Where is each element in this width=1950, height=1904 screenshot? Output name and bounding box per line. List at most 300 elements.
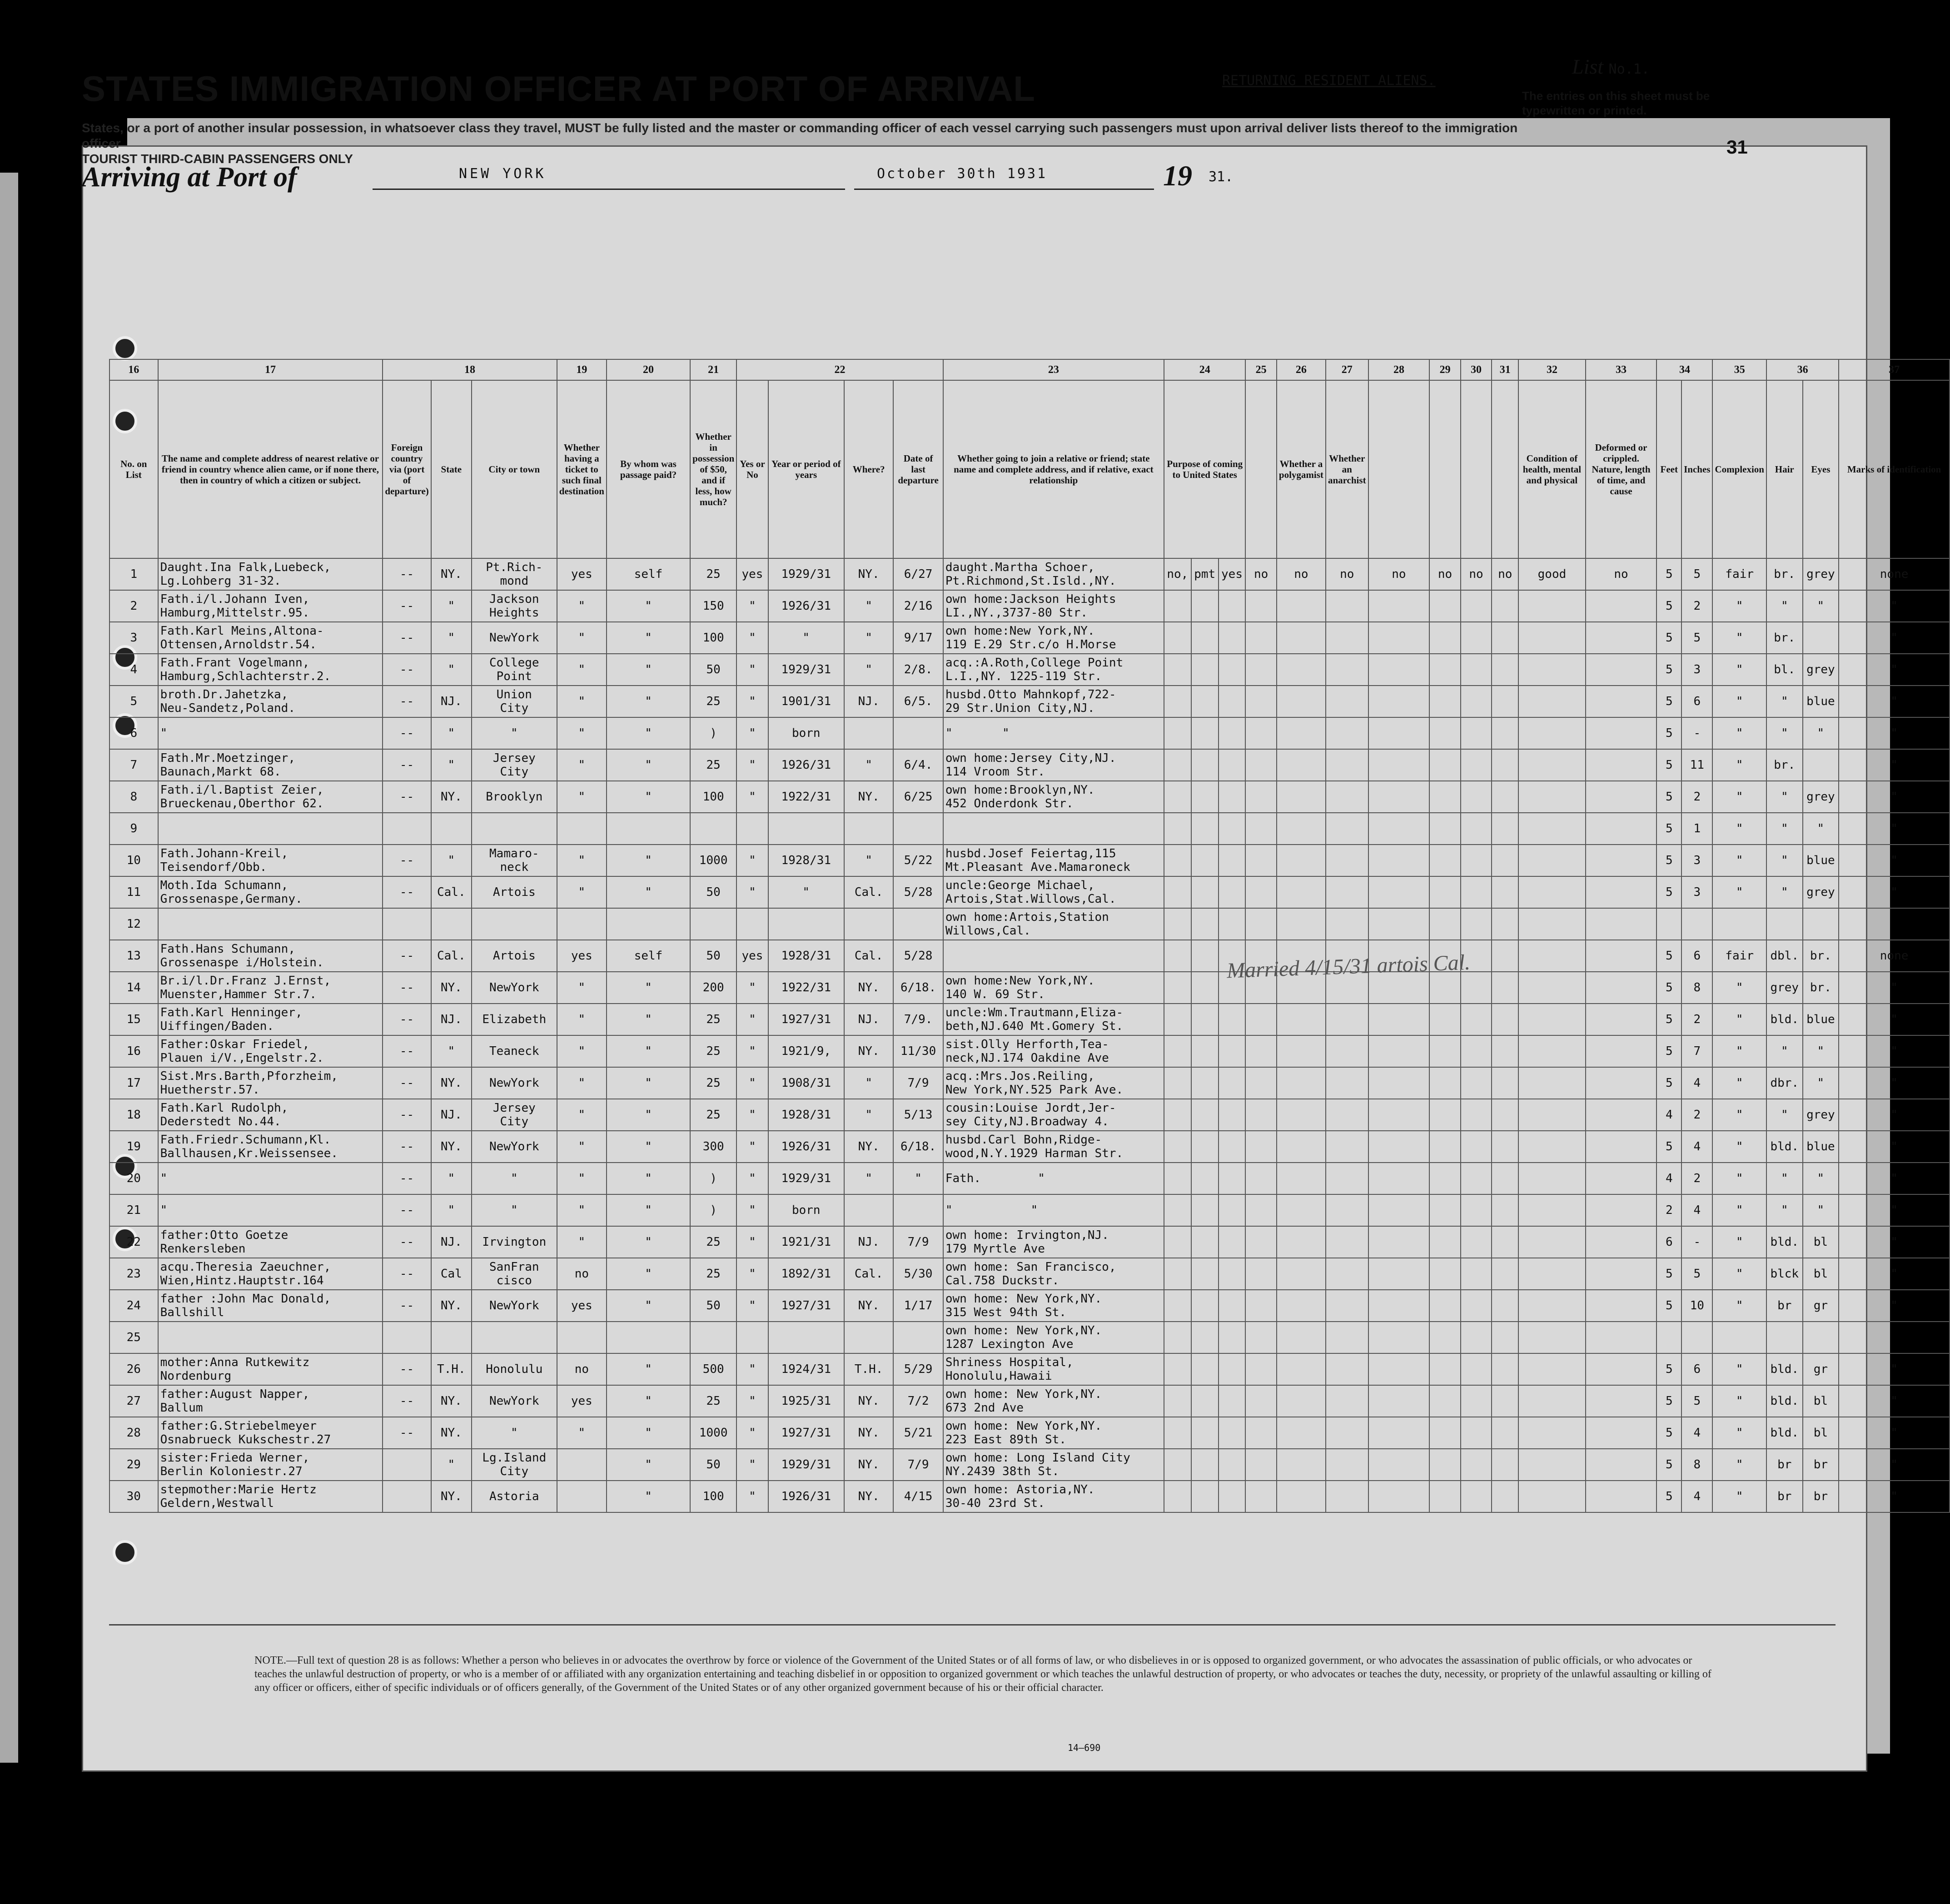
cell-rel bbox=[158, 940, 383, 972]
cell-in: 6 bbox=[1681, 1353, 1712, 1385]
cell-rel bbox=[158, 813, 383, 845]
header-joining: Whether going to join a relative or friend; state name and complete address, and if relative, exact relationship bbox=[943, 380, 1164, 558]
cell-city: Jersey City bbox=[472, 1099, 557, 1131]
cell-c24b bbox=[1191, 749, 1219, 781]
header-eyes: Eyes bbox=[1803, 380, 1839, 558]
cell-c27 bbox=[1326, 590, 1368, 622]
cell-c24b bbox=[1191, 1226, 1219, 1258]
cell-c24b bbox=[1191, 1417, 1219, 1449]
cell-no: 19 bbox=[109, 1131, 158, 1163]
cell-c25 bbox=[1245, 717, 1276, 749]
cell-dep: 7/9. bbox=[893, 1004, 943, 1035]
cell-marks: " bbox=[1839, 1258, 1950, 1290]
cell-c27 bbox=[1326, 717, 1368, 749]
cell-yn: " bbox=[736, 654, 768, 686]
cell-c29 bbox=[1429, 1290, 1460, 1322]
cell-health bbox=[1518, 972, 1585, 1004]
cell-hair: " bbox=[1766, 813, 1803, 845]
col-num: 29 bbox=[1429, 359, 1460, 380]
cell-city: " bbox=[472, 1417, 557, 1449]
cell-c24c bbox=[1219, 686, 1246, 717]
cell-ticket: " bbox=[557, 686, 607, 717]
header-deformed: Deformed or crippled. Nature, length of time, and cause bbox=[1586, 380, 1657, 558]
header-state: State bbox=[431, 380, 472, 558]
cell-yr bbox=[768, 1322, 844, 1353]
cell-c29 bbox=[1429, 972, 1460, 1004]
cell-join: husbd.Carl Bohn,Ridge- wood,N.Y.1929 Harman Str. bbox=[943, 1131, 1164, 1163]
cell-in: 10 bbox=[1681, 1290, 1712, 1322]
table-row bbox=[109, 876, 1950, 908]
cell-cmp: " bbox=[1712, 1481, 1766, 1512]
col-num: 19 bbox=[557, 359, 607, 380]
col-num: 22 bbox=[736, 359, 943, 380]
cell-c29 bbox=[1429, 813, 1460, 845]
cell-c24c bbox=[1219, 845, 1246, 876]
header-anarchist: Whether an anarchist bbox=[1326, 380, 1368, 558]
cell-amt: 25 bbox=[690, 1226, 736, 1258]
cell-c25 bbox=[1245, 813, 1276, 845]
cell-c29: no bbox=[1429, 558, 1460, 590]
cell-no: 13 bbox=[109, 940, 158, 972]
cell-yn: yes bbox=[736, 558, 768, 590]
cell-c30 bbox=[1461, 1481, 1492, 1512]
cell-state: " bbox=[431, 717, 472, 749]
cell-fc: -- bbox=[383, 1067, 431, 1099]
relative-line-2: Ottensen,Arnoldstr.54. bbox=[160, 638, 317, 651]
cell-where: NJ. bbox=[844, 1004, 893, 1035]
relative-line-1: stepmother:Marie Hertz bbox=[160, 1483, 317, 1496]
cell-ft: 4 bbox=[1657, 1163, 1681, 1194]
cell-no: 6 bbox=[109, 717, 158, 749]
col-num: 31 bbox=[1492, 359, 1518, 380]
cell-hair: " bbox=[1766, 590, 1803, 622]
cell-health bbox=[1518, 1449, 1585, 1481]
cell-cmp: " bbox=[1712, 1449, 1766, 1481]
cell-amt: 25 bbox=[690, 1385, 736, 1417]
cell-deformed bbox=[1586, 1353, 1657, 1385]
cell-c28 bbox=[1368, 590, 1430, 622]
cell-c25 bbox=[1245, 654, 1276, 686]
cell-c31 bbox=[1492, 654, 1518, 686]
cell-join: own home: Astoria,NY. 30-40 23rd St. bbox=[943, 1481, 1164, 1512]
cell-c24 bbox=[1164, 1290, 1191, 1322]
cell-deformed bbox=[1586, 717, 1657, 749]
cell-paid: " bbox=[607, 1449, 690, 1481]
cell-yn: " bbox=[736, 1163, 768, 1194]
cell-c31 bbox=[1492, 1004, 1518, 1035]
cell-yr: 1922/31 bbox=[768, 781, 844, 813]
relative-line-2: Hamburg,Schlachterstr.2. bbox=[160, 670, 331, 683]
col-num: 30 bbox=[1461, 359, 1492, 380]
cell-eyes: bl bbox=[1803, 1385, 1839, 1417]
cell-cmp: " bbox=[1712, 972, 1766, 1004]
cell-fc bbox=[383, 1449, 431, 1481]
cell-c24b bbox=[1191, 1131, 1219, 1163]
cell-ft: 5 bbox=[1657, 686, 1681, 717]
cell-paid: " bbox=[607, 749, 690, 781]
cell-cmp: " bbox=[1712, 781, 1766, 813]
cell-paid: " bbox=[607, 781, 690, 813]
cell-no: 9 bbox=[109, 813, 158, 845]
cell-ft: 5 bbox=[1657, 813, 1681, 845]
cell-yr: 1901/31 bbox=[768, 686, 844, 717]
cell-hair: grey bbox=[1766, 972, 1803, 1004]
cell-where: NY. bbox=[844, 972, 893, 1004]
cell-c28 bbox=[1368, 1226, 1430, 1258]
cell-c27 bbox=[1326, 1163, 1368, 1194]
cell-health bbox=[1518, 1035, 1585, 1067]
cell-amt bbox=[690, 1322, 736, 1353]
cell-state: " bbox=[431, 590, 472, 622]
cell-where: " bbox=[844, 590, 893, 622]
cell-c25 bbox=[1245, 845, 1276, 876]
cell-c31 bbox=[1492, 1290, 1518, 1322]
relative-line-2: Muenster,Hammer Str.7. bbox=[160, 988, 317, 1001]
cell-c24b bbox=[1191, 1035, 1219, 1067]
cell-join: own home:Jackson Heights LI.,NY.,3737-80 Str. bbox=[943, 590, 1164, 622]
cell-c30: no bbox=[1461, 558, 1492, 590]
cell-cmp: " bbox=[1712, 749, 1766, 781]
cell-yn bbox=[736, 908, 768, 940]
cell-hair: dbl. bbox=[1766, 940, 1803, 972]
cell-c27 bbox=[1326, 1131, 1368, 1163]
header-hair: Hair bbox=[1766, 380, 1803, 558]
cell-dep: 6/27 bbox=[893, 558, 943, 590]
cell-in: 5 bbox=[1681, 622, 1712, 654]
cell-yn bbox=[736, 1322, 768, 1353]
cell-rel bbox=[158, 749, 383, 781]
table-row bbox=[109, 972, 1950, 1004]
cell-ticket: " bbox=[557, 972, 607, 1004]
cell-rel bbox=[158, 1067, 383, 1099]
cell-c25 bbox=[1245, 1004, 1276, 1035]
cell-hair: br. bbox=[1766, 558, 1803, 590]
cell-state: " bbox=[431, 1449, 472, 1481]
header-col-31 bbox=[1492, 380, 1518, 558]
cell-yr: 1892/31 bbox=[768, 1258, 844, 1290]
cell-health bbox=[1518, 749, 1585, 781]
cell-paid: " bbox=[607, 1035, 690, 1067]
cell-c27 bbox=[1326, 813, 1368, 845]
relative-line-2: Baunach,Markt 68. bbox=[160, 765, 281, 779]
relative-line-2: Teisendorf/Obb. bbox=[160, 860, 267, 874]
cell-c26 bbox=[1277, 590, 1326, 622]
cell-c24 bbox=[1164, 972, 1191, 1004]
cell-join: own home: New York,NY. 223 East 89th St. bbox=[943, 1417, 1164, 1449]
cell-yr: 1929/31 bbox=[768, 654, 844, 686]
cell-c28 bbox=[1368, 1385, 1430, 1417]
cell-in: 2 bbox=[1681, 1004, 1712, 1035]
header-col-30 bbox=[1461, 380, 1492, 558]
cell-marks bbox=[1839, 1322, 1950, 1353]
cell-marks: " bbox=[1839, 1067, 1950, 1099]
cell-rel bbox=[158, 972, 383, 1004]
cell-amt: 25 bbox=[690, 1099, 736, 1131]
cell-c24 bbox=[1164, 1385, 1191, 1417]
cell-c26: no bbox=[1277, 558, 1326, 590]
cell-hair: " bbox=[1766, 876, 1803, 908]
relative-line-1: acqu.Theresia Zaeuchner, bbox=[160, 1260, 331, 1274]
cell-in: 3 bbox=[1681, 654, 1712, 686]
cell-paid: " bbox=[607, 717, 690, 749]
table-row bbox=[109, 686, 1950, 717]
relative-line-1: Fath.Mr.Moetzinger, bbox=[160, 751, 295, 765]
cell-no: 26 bbox=[109, 1353, 158, 1385]
cell-cmp: " bbox=[1712, 717, 1766, 749]
cell-c31 bbox=[1492, 1067, 1518, 1099]
cell-c29 bbox=[1429, 1258, 1460, 1290]
cell-c25 bbox=[1245, 1385, 1276, 1417]
cell-c31 bbox=[1492, 590, 1518, 622]
cell-rel bbox=[158, 590, 383, 622]
cell-health bbox=[1518, 781, 1585, 813]
cell-c24c bbox=[1219, 1385, 1246, 1417]
cell-c24b bbox=[1191, 1258, 1219, 1290]
cell-c24 bbox=[1164, 1194, 1191, 1226]
date-value: October 30th 1931 bbox=[877, 166, 1048, 182]
cell-join: daught.Martha Schoer, Pt.Richmond,St.Isld.,NY. bbox=[943, 558, 1164, 590]
cell-cmp: " bbox=[1712, 1417, 1766, 1449]
cell-c25 bbox=[1245, 1290, 1276, 1322]
cell-c27 bbox=[1326, 1194, 1368, 1226]
cell-state: " bbox=[431, 749, 472, 781]
cell-state: " bbox=[431, 1194, 472, 1226]
cell-rel bbox=[158, 1481, 383, 1512]
relative-line-2: Ballshill bbox=[160, 1306, 224, 1319]
table-row bbox=[109, 1131, 1950, 1163]
cell-paid: " bbox=[607, 1131, 690, 1163]
cell-in: 3 bbox=[1681, 876, 1712, 908]
cell-c24b bbox=[1191, 1353, 1219, 1385]
cell-state: NJ. bbox=[431, 1004, 472, 1035]
cell-dep: 5/28 bbox=[893, 876, 943, 908]
cell-where: Cal. bbox=[844, 1258, 893, 1290]
cell-ft: 5 bbox=[1657, 1290, 1681, 1322]
relative-line-1: father:G.Striebelmeyer bbox=[160, 1419, 317, 1433]
cell-state: Cal. bbox=[431, 876, 472, 908]
cell-rel bbox=[158, 1417, 383, 1449]
cell-c26 bbox=[1277, 1290, 1326, 1322]
col-num: 35 bbox=[1712, 359, 1766, 380]
cell-c25 bbox=[1245, 1353, 1276, 1385]
cell-c31 bbox=[1492, 1226, 1518, 1258]
cell-rel bbox=[158, 1449, 383, 1481]
cell-in: 6 bbox=[1681, 686, 1712, 717]
cell-deformed bbox=[1586, 813, 1657, 845]
cell-health bbox=[1518, 1004, 1585, 1035]
cell-in: 2 bbox=[1681, 1099, 1712, 1131]
cell-no: 15 bbox=[109, 1004, 158, 1035]
cell-ticket: no bbox=[557, 1258, 607, 1290]
cell-c24 bbox=[1164, 1163, 1191, 1194]
col-num: 37 bbox=[1839, 359, 1950, 380]
header-feet: Feet bbox=[1657, 380, 1681, 558]
cell-city: Pt.Rich- mond bbox=[472, 558, 557, 590]
cell-amt: 100 bbox=[690, 781, 736, 813]
cell-where: " bbox=[844, 1163, 893, 1194]
cell-deformed bbox=[1586, 749, 1657, 781]
cell-ticket: " bbox=[557, 1099, 607, 1131]
relative-line-1: broth.Dr.Jahetzka, bbox=[160, 688, 289, 701]
cell-amt bbox=[690, 813, 736, 845]
cell-c24c bbox=[1219, 654, 1246, 686]
relative-line-1: " bbox=[160, 1203, 168, 1217]
page-number: 31 bbox=[1726, 136, 1748, 158]
cell-cmp: " bbox=[1712, 1290, 1766, 1322]
cell-c26 bbox=[1277, 845, 1326, 876]
cell-hair: bld. bbox=[1766, 1353, 1803, 1385]
cell-in: 6 bbox=[1681, 940, 1712, 972]
cell-c24 bbox=[1164, 1131, 1191, 1163]
cell-ft: 5 bbox=[1657, 717, 1681, 749]
cell-marks: none bbox=[1839, 940, 1950, 972]
cell-yr: 1925/31 bbox=[768, 1385, 844, 1417]
cell-rel bbox=[158, 1322, 383, 1353]
cell-c24 bbox=[1164, 1035, 1191, 1067]
cell-c26 bbox=[1277, 1131, 1326, 1163]
cell-deformed bbox=[1586, 908, 1657, 940]
cell-fc: -- bbox=[383, 1035, 431, 1067]
cell-dep: 5/30 bbox=[893, 1258, 943, 1290]
header-passage-paid: By whom was passage paid? bbox=[607, 380, 690, 558]
cell-c24 bbox=[1164, 1258, 1191, 1290]
cell-marks: " bbox=[1839, 781, 1950, 813]
col-num: 32 bbox=[1518, 359, 1585, 380]
col-num: 28 bbox=[1368, 359, 1430, 380]
cell-yn: " bbox=[736, 1067, 768, 1099]
cell-eyes: grey bbox=[1803, 654, 1839, 686]
cell-c25 bbox=[1245, 590, 1276, 622]
cell-ft: 5 bbox=[1657, 749, 1681, 781]
cell-ft: 5 bbox=[1657, 972, 1681, 1004]
cell-amt: 100 bbox=[690, 622, 736, 654]
table-row bbox=[109, 1099, 1950, 1131]
relative-line-2: Berlin Koloniestr.27 bbox=[160, 1465, 303, 1478]
cell-c27 bbox=[1326, 1449, 1368, 1481]
cell-eyes: " bbox=[1803, 1163, 1839, 1194]
cell-paid: " bbox=[607, 686, 690, 717]
cell-c24b bbox=[1191, 1194, 1219, 1226]
cell-marks: " bbox=[1839, 1417, 1950, 1449]
cell-where: " bbox=[844, 1067, 893, 1099]
cell-cmp: " bbox=[1712, 1067, 1766, 1099]
table-row bbox=[109, 590, 1950, 622]
cell-amt: ) bbox=[690, 1163, 736, 1194]
cell-marks: none bbox=[1839, 558, 1950, 590]
cell-yn: " bbox=[736, 1417, 768, 1449]
cell-c27 bbox=[1326, 876, 1368, 908]
cell-deformed bbox=[1586, 1004, 1657, 1035]
cell-in: 1 bbox=[1681, 813, 1712, 845]
cell-join: own home: New York,NY. 315 West 94th St. bbox=[943, 1290, 1164, 1322]
cell-fc: -- bbox=[383, 940, 431, 972]
cell-cmp: " bbox=[1712, 654, 1766, 686]
cell-marks: " bbox=[1839, 1449, 1950, 1481]
cell-deformed bbox=[1586, 1385, 1657, 1417]
cell-cmp: " bbox=[1712, 813, 1766, 845]
cell-c30 bbox=[1461, 1258, 1492, 1290]
table-row bbox=[109, 1481, 1950, 1512]
header-relative-abroad: The name and complete address of nearest relative or friend in country whence alien came, or if none there, then in country of which a citizen or subject. bbox=[158, 380, 383, 558]
cell-c29 bbox=[1429, 590, 1460, 622]
table-row bbox=[109, 908, 1950, 940]
cell-state: NY. bbox=[431, 1481, 472, 1512]
cell-eyes: bl bbox=[1803, 1417, 1839, 1449]
cell-yn: " bbox=[736, 1481, 768, 1512]
cell-health bbox=[1518, 1194, 1585, 1226]
cell-hair bbox=[1766, 908, 1803, 940]
cell-deformed bbox=[1586, 1099, 1657, 1131]
cell-city: NewYork bbox=[472, 622, 557, 654]
relative-line-2: Brueckenau,Oberthor 62. bbox=[160, 797, 324, 810]
cell-yr: 1922/31 bbox=[768, 972, 844, 1004]
cell-c24c bbox=[1219, 1417, 1246, 1449]
cell-c31 bbox=[1492, 813, 1518, 845]
cell-cmp: " bbox=[1712, 1004, 1766, 1035]
relative-line-1: Fath.Johann-Kreil, bbox=[160, 847, 289, 860]
cell-c24b bbox=[1191, 813, 1219, 845]
cell-ft: 5 bbox=[1657, 1353, 1681, 1385]
cell-c25 bbox=[1245, 1035, 1276, 1067]
cell-health bbox=[1518, 940, 1585, 972]
cell-c31: no bbox=[1492, 558, 1518, 590]
cell-dep: 7/9 bbox=[893, 1067, 943, 1099]
cell-no: 28 bbox=[109, 1417, 158, 1449]
cell-health bbox=[1518, 590, 1585, 622]
typewritten-note: The entries on this sheet must be typewritten or printed. bbox=[1522, 89, 1710, 117]
cell-no: 18 bbox=[109, 1099, 158, 1131]
cell-c24c bbox=[1219, 1353, 1246, 1385]
cell-c27 bbox=[1326, 1417, 1368, 1449]
cell-ft: 5 bbox=[1657, 1004, 1681, 1035]
cell-ft: 5 bbox=[1657, 654, 1681, 686]
cell-yr: 1924/31 bbox=[768, 1353, 844, 1385]
cell-yr: 1929/31 bbox=[768, 1163, 844, 1194]
cell-amt: 500 bbox=[690, 1353, 736, 1385]
relative-line-2: Nordenburg bbox=[160, 1369, 232, 1383]
col-num: 21 bbox=[690, 359, 736, 380]
cell-yr: 1928/31 bbox=[768, 1099, 844, 1131]
cell-amt: 200 bbox=[690, 972, 736, 1004]
cell-amt: 25 bbox=[690, 749, 736, 781]
cell-eyes: " bbox=[1803, 1067, 1839, 1099]
cell-fc: -- bbox=[383, 1258, 431, 1290]
cell-amt: 25 bbox=[690, 686, 736, 717]
cell-amt bbox=[690, 908, 736, 940]
cell-c29 bbox=[1429, 1322, 1460, 1353]
cell-join: own home:Artois,Station Willows,Cal. bbox=[943, 908, 1164, 940]
cell-where bbox=[844, 717, 893, 749]
cell-c28 bbox=[1368, 876, 1430, 908]
cell-c24c bbox=[1219, 1290, 1246, 1322]
cell-c24c bbox=[1219, 749, 1246, 781]
cell-in: 2 bbox=[1681, 781, 1712, 813]
cell-ticket bbox=[557, 908, 607, 940]
cell-c26 bbox=[1277, 686, 1326, 717]
cell-deformed bbox=[1586, 781, 1657, 813]
cell-c31 bbox=[1492, 1385, 1518, 1417]
cell-c29 bbox=[1429, 686, 1460, 717]
relative-line-1: Daught.Ina Falk,Luebeck, bbox=[160, 561, 331, 574]
cell-cmp bbox=[1712, 908, 1766, 940]
cell-health bbox=[1518, 1258, 1585, 1290]
cell-eyes: grey bbox=[1803, 1099, 1839, 1131]
header-col-29 bbox=[1429, 380, 1460, 558]
cell-c26 bbox=[1277, 1226, 1326, 1258]
cell-c26 bbox=[1277, 1099, 1326, 1131]
cell-paid: " bbox=[607, 1353, 690, 1385]
table-row bbox=[109, 940, 1950, 972]
